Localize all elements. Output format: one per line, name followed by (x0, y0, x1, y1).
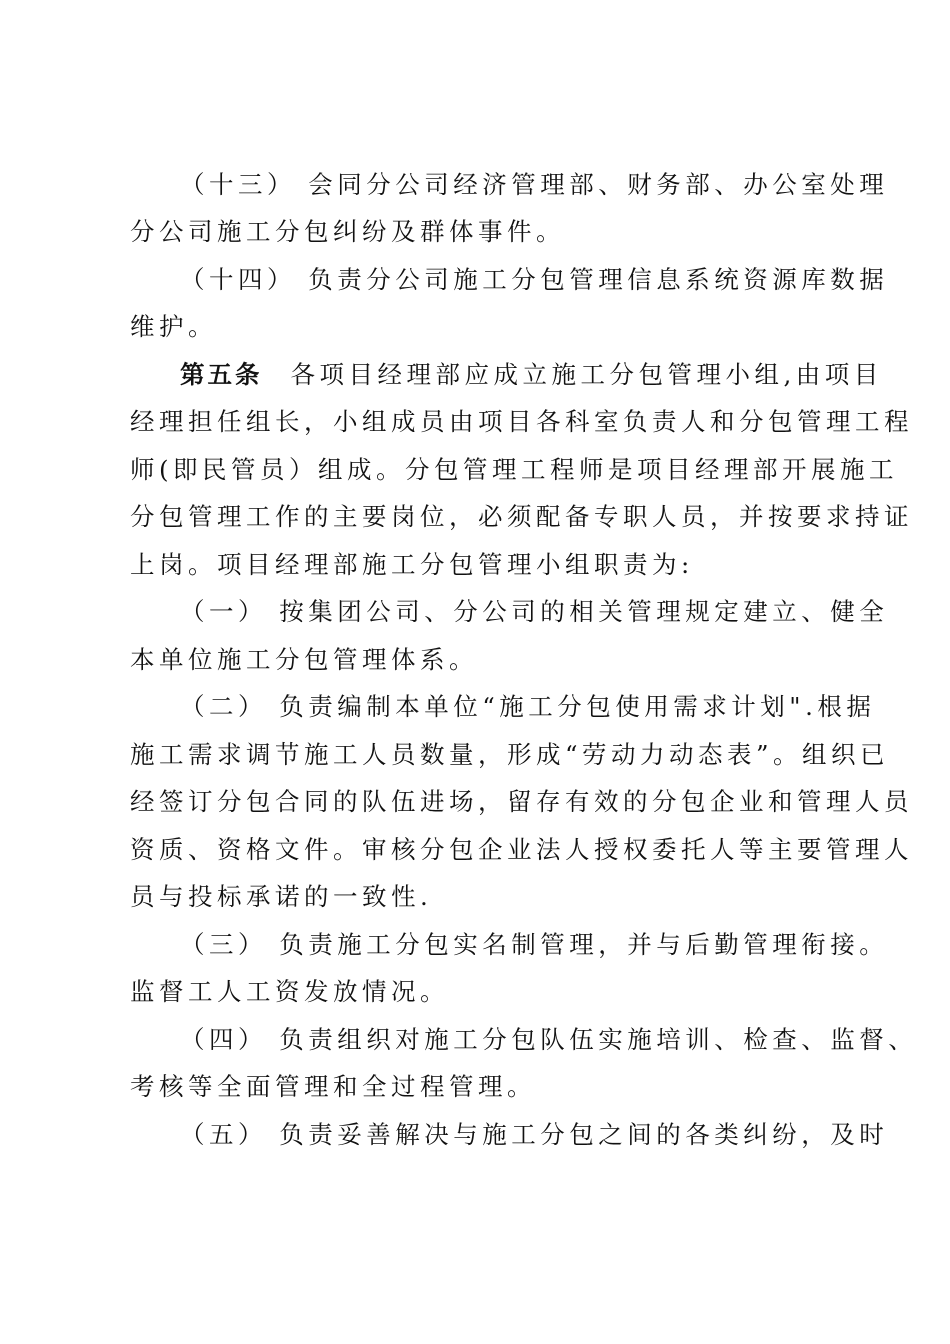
item-2-line-3: 经签订分包合同的队伍进场，留存有效的分包企业和管理人员 (130, 787, 913, 816)
item-4-line-1: （四） 负责组织对施工分包队伍实施培训、检查、监督、 (180, 1025, 918, 1054)
article-5-line-1 (180, 351, 883, 399)
item-2-line-4: 资质、资格文件。审核分包企业法人授权委托人等主要管理人 (130, 835, 913, 864)
item-3-line-1: （三） 负责施工分包实名制管理，并与后勤管理衔接。 (180, 930, 889, 959)
item-5-line-1: （五） 负责妥善解决与施工分包之间的各类纠纷，及时 (180, 1120, 889, 1149)
article-5-line-4: 分包管理工作的主要岗位，必须配备专职人员，并按要求持证 (130, 502, 913, 531)
paragraph-13-line-1: （十三） 会同分公司经济管理部、财务部、办公室处理 (180, 170, 889, 199)
item-2-line-2: 施工需求调节施工人员数量，形成“劳动力动态表”。组织已 (130, 740, 890, 769)
paragraph-14-line-2: 维护。 (130, 312, 217, 341)
item-1-line-1: （一） 按集团公司、分公司的相关管理规定建立、健全 (180, 597, 889, 626)
article-5-line-5: 上岗。项目经理部施工分包管理小组职责为: (130, 550, 694, 579)
item-1-line-2: 本单位施工分包管理体系。 (130, 645, 478, 674)
paragraph-14-line-1: （十四） 负责分公司施工分包管理信息系统资源库数据 (180, 265, 889, 294)
item-2-line-5: 员与投标承诺的一致性. (130, 882, 433, 911)
paragraph-13-line-2: 分公司施工分包纠纷及群体事件。 (130, 217, 565, 246)
item-4-line-2: 考核等全面管理和全过程管理。 (130, 1072, 536, 1101)
article-5-line-3: 师(即民管员）组成。分包管理工程师是项目经理部开展施工 (130, 455, 899, 484)
item-3-line-2: 监督工人工资发放情况。 (130, 977, 449, 1006)
item-2-line-1: （二） 负责编制本单位“施工分包使用需求计划".根据 (180, 692, 876, 721)
article-5-text: 各项目经理部应成立施工分包管理小组,由项目 (290, 360, 883, 389)
article-heading: 第五条 (180, 360, 263, 389)
article-5-line-2: 经理担任组长，小组成员由项目各科室负责人和分包管理工程 (130, 407, 913, 436)
